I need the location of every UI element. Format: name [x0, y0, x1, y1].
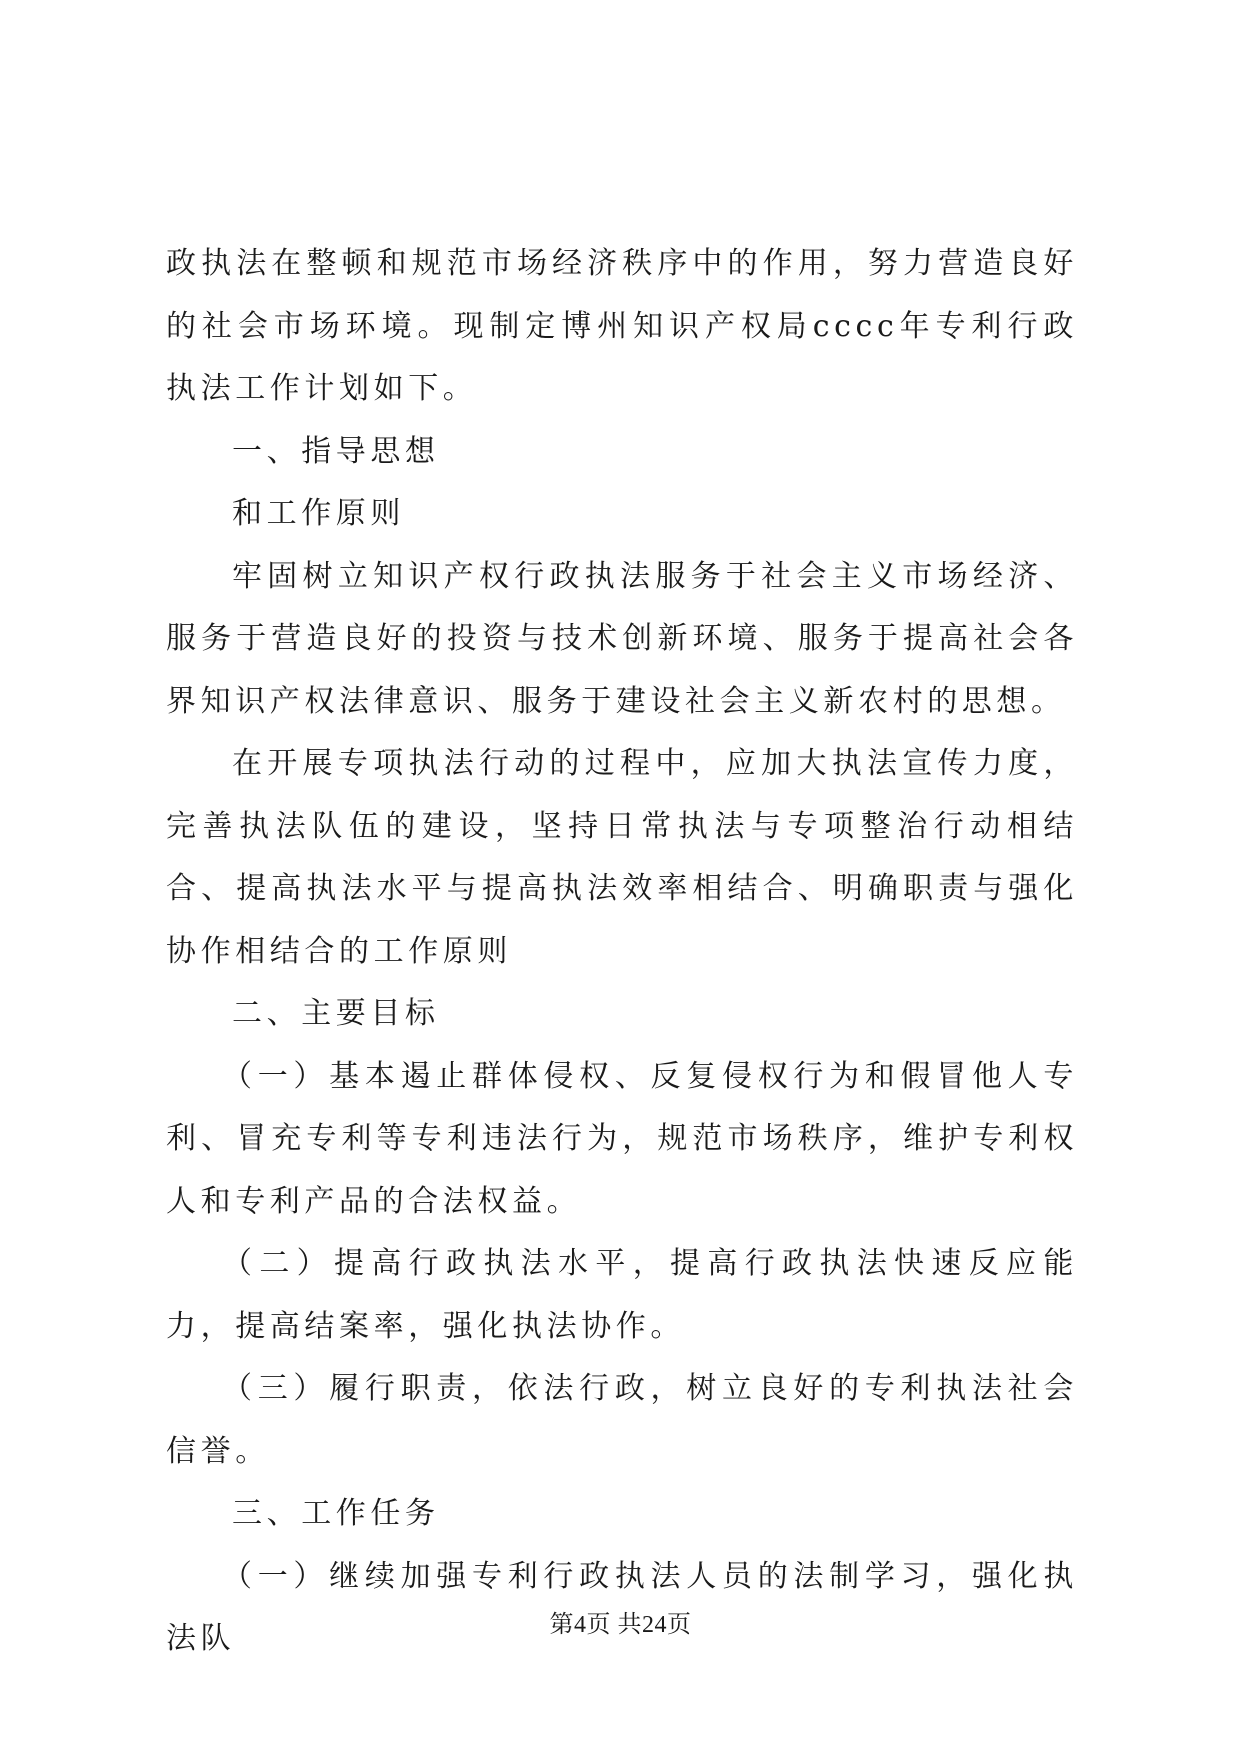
document-body — [166, 233, 1078, 1671]
paragraph-goal-2: （二）提高行政执法水平，提高行政执法快速反应能力，提高结案率，强化执法协作。 — [166, 1246, 1078, 1344]
paragraph-goal-1: （一）基本遏止群体侵权、反复侵权行为和假冒他人专利、冒充专利等专利违法行为，规范市场秩序，维护专利权人和专利产品的合法权益。 — [166, 1058, 1078, 1219]
paragraph-task-1: （一）继续加强专利行政执法人员的法制学习，强化执法队 — [166, 1558, 1078, 1656]
paragraph-continuation: 政执法在整顿和规范市场经济秩序中的作用，努力营造良好的社会市场环境。现制定博州知识产权局cccc年专利行政执法工作计划如下。 — [166, 246, 1078, 406]
page-number-footer: 第4页 共24页 — [549, 1612, 692, 1638]
paragraph-enforcement-action: 在开展专项执法行动的过程中，应加大执法宣传力度，完善执法队伍的建设，坚持日常执法与专项整治行动相结合、提高执法水平与提高执法效率相结合、明确职责与强化协作相结合的工作原则 — [166, 746, 1078, 969]
paragraph-goal-3: （三）履行职责，依法行政，树立良好的专利执法社会信誉。 — [166, 1371, 1078, 1469]
paragraph-principles: 牢固树立知识产权行政执法服务于社会主义市场经济、服务于营造良好的投资与技术创新环境、服务于提高社会各界知识产权法律意识、服务于建设社会主义新农村的思想。 — [166, 558, 1078, 719]
heading-work-principles: 和工作原则 — [232, 496, 405, 531]
heading-guiding-thought: 一、指导思想 — [232, 433, 440, 469]
heading-work-tasks: 三、工作任务 — [232, 1496, 440, 1531]
heading-main-goals: 二、主要目标 — [232, 996, 440, 1031]
